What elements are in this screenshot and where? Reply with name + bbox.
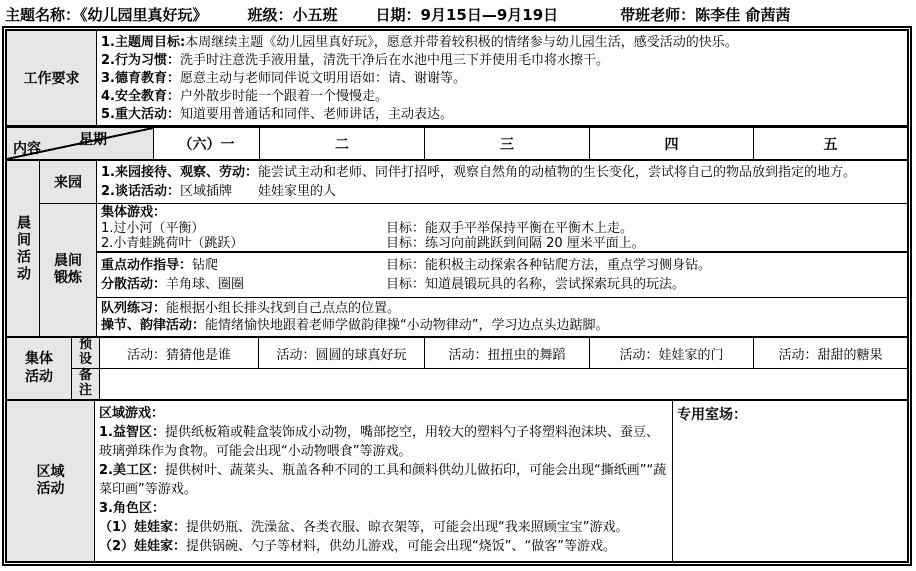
- work-item: 4.安全教育：户外散步时能一个跟着一个慢慢走。: [101, 89, 388, 104]
- work-requirements-content: [97, 31, 907, 125]
- teacher-names: 带班老师：陈李佳 俞茜茜: [620, 6, 791, 24]
- activity-fri: 活动：甜甜的糖果: [778, 347, 883, 363]
- page-header: [5, 4, 913, 25]
- note-label: 备注: [72, 369, 100, 399]
- work-item: 1.主题周目标:本周继续主题《幼儿园里真好玩》，愿意并带着较积极的情绪参与幼儿园生活，感受活动的快乐。: [101, 35, 738, 50]
- preset-row: [72, 338, 907, 369]
- morning-activity-body: [40, 161, 907, 336]
- morning-exercise-content: [97, 204, 907, 336]
- morning-exercise-block: [40, 204, 907, 336]
- activity-mon: 活动：猜猜他是谁: [100, 338, 259, 368]
- arrival-line2: 2.谈话活动：区域插牌 娃娃家里的人: [101, 184, 336, 199]
- arrival-label: 来园: [40, 161, 97, 203]
- region-item: （1）娃娃家：提供奶瓶、洗澡盆、各类衣服、晾衣架等，可能会出现“我来照顾宝宝”游戏。: [99, 520, 629, 535]
- note-content: [100, 369, 907, 399]
- region-item: 2.美工区：提供树叶、蔬菜头、瓶盖各种不同的工具和颜料供幼儿做拓印，可能会出现“撕纸画”“蔬菜印画”等游戏。: [99, 463, 667, 497]
- note-row: [72, 369, 907, 399]
- day-header-wed: 三: [425, 128, 590, 159]
- weekday-header-row: [7, 128, 907, 161]
- regional-activity-label: 区域活动: [7, 401, 95, 561]
- work-requirements-label: 工作要求: [7, 31, 97, 125]
- group-activity-label: 集体活动: [7, 338, 72, 399]
- arrival-content: [97, 161, 907, 203]
- arrival-row: [40, 161, 907, 204]
- day-header-thu: 四: [590, 128, 754, 159]
- game-line: 2.小青蛙跳荷叶（跳跃） 目标：练习向前跳跃到间隔 20 厘米平面上。: [101, 236, 645, 251]
- day-header-mon: （六）一: [154, 128, 260, 159]
- key-guidance-line: 重点动作指导：钻爬 目标：能积极主动探索各种钻爬方法，重点学习侧身钻。: [101, 258, 712, 273]
- group-activity-section: [7, 338, 907, 401]
- special-room-cell: 专用室场：: [677, 407, 747, 423]
- class-name: 班级：小五班: [247, 6, 338, 24]
- work-item: 3.德育教育：愿意主动与老师同伴说文明用语如：请、谢谢等。: [101, 71, 466, 86]
- queue-line: 队列练习：能根据小组长排头找到自己点点的位置。: [101, 301, 401, 316]
- theme-name: 主题名称：《幼儿园里真好玩》: [5, 6, 208, 24]
- group-games-row: [97, 204, 907, 253]
- game-line: 1.过小河（平衡） 目标：能双手平举保持平衡在平衡木上走。: [101, 220, 634, 236]
- preset-label: 预设: [72, 338, 100, 368]
- queue-practice-row: [97, 298, 907, 336]
- morning-exercise-label: 晨间锻炼: [40, 204, 97, 336]
- plan-table: [2, 26, 912, 566]
- regional-games-title: 区域游戏：: [99, 406, 165, 421]
- activity-thu: 活动：娃娃家的门: [590, 338, 754, 368]
- arrival-line1: 1.来园接待、观察、劳动：能尝试主动和老师、同伴打招呼，观察自然角的动植物的生长变化，尝试将自己的物品放到指定的地方。: [101, 165, 856, 180]
- work-item: 2.行为习惯：洗手时注意洗手液用量，清洗干净后在水池中甩三下并使用毛巾将水擦干。: [101, 53, 609, 68]
- regional-games-content: [95, 401, 673, 561]
- scattered-activity-line: 分散活动：羊角球、圈圈 目标：知道晨锻玩具的名称，尝试探索玩具的玩法。: [101, 277, 686, 292]
- region-item: （2）娃娃家：提供锅碗、勺子等材料，供幼儿游戏，可能会出现“烧饭”、“做客”等游戏。: [99, 539, 616, 554]
- activity-tue: 活动：圆圆的球真好玩: [259, 338, 425, 368]
- work-item: 5.重大活动：知道要用普通话和同伴、老师讲话，主动表达。: [101, 107, 453, 122]
- region-item: 1.益智区：提供纸板箱或鞋盒装饰成小动物，嘴部挖空，用较大的塑料勺子将塑料泡沫块、蚕豆、玻璃弹珠作为食物。可能会出现“小动物喂食”等游戏。: [99, 425, 659, 459]
- morning-activity-label: 晨间活动: [7, 161, 40, 336]
- day-header-tue: 二: [260, 128, 425, 159]
- regional-activity-row: [7, 401, 907, 561]
- key-guidance-row: [97, 253, 907, 298]
- morning-activity-group: [7, 161, 907, 338]
- rhythm-line: 操节、韵律活动：能情绪愉快地跟着老师学做韵律操“小动物律动”，学习边点头边踮脚。: [101, 318, 609, 333]
- group-games-title: 集体游戏：: [101, 205, 167, 220]
- date-range: 日期：9月15日—9月19日: [375, 6, 559, 24]
- day-header-fri: 五: [823, 136, 838, 153]
- diagonal-header-cell: [7, 128, 154, 159]
- region-item: 3.角色区：: [99, 501, 165, 516]
- activity-wed: 活动：扭扭虫的舞蹈: [425, 338, 590, 368]
- work-requirements-row: [7, 31, 907, 128]
- corner-label-week: 星期: [79, 132, 107, 148]
- corner-label-content: 内容: [13, 141, 41, 157]
